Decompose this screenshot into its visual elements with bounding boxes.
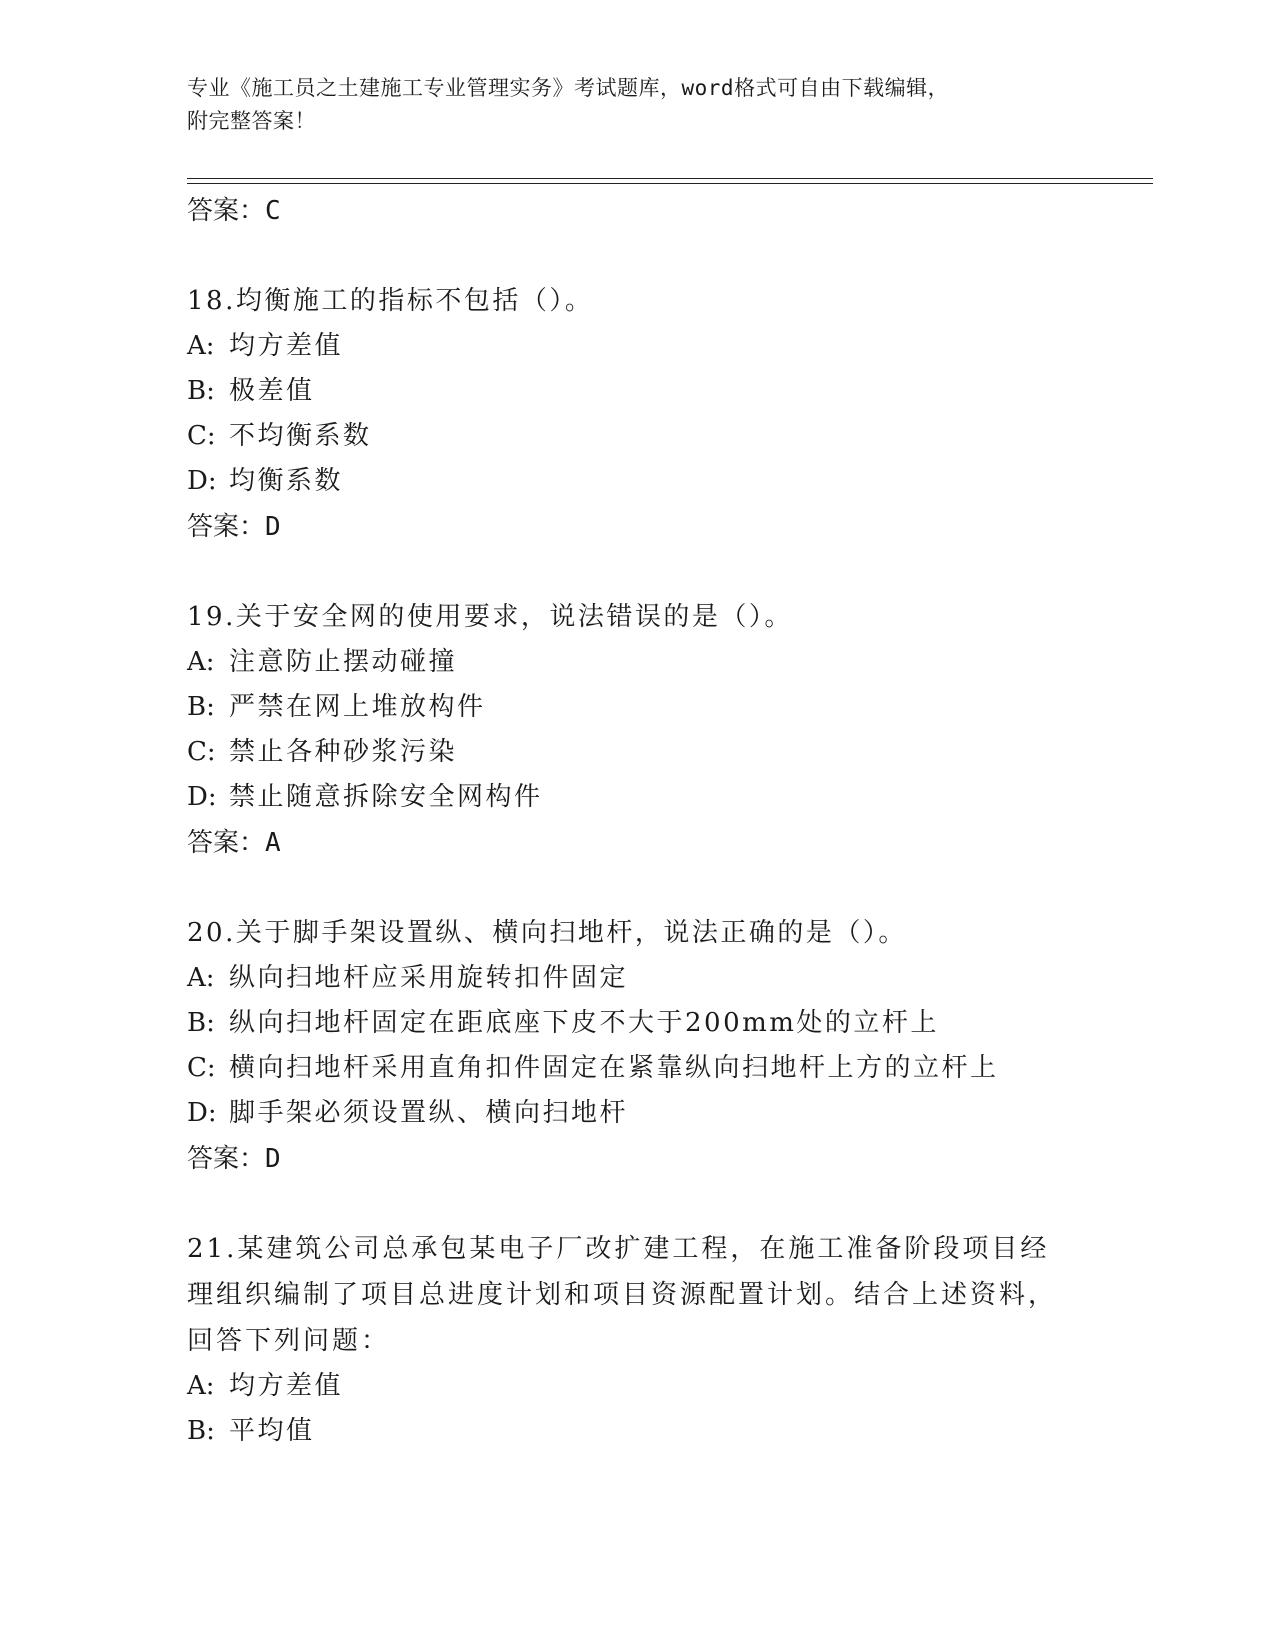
option-letter: B: xyxy=(187,376,215,406)
answer-line xyxy=(187,188,1087,234)
answer-prefix: 答案： xyxy=(187,828,266,858)
answer-prefix: 答案： xyxy=(187,1144,266,1174)
option-text: 纵向扫地杆固定在距底座下皮不大于200mm处的立杆上 xyxy=(229,1008,939,1038)
option-letter: C: xyxy=(187,1053,216,1083)
answer-value: D xyxy=(265,512,281,542)
option-text: 禁止随意拆除安全网构件 xyxy=(229,782,543,812)
answer-value: A xyxy=(265,828,281,858)
answer-line xyxy=(187,504,1087,550)
option-letter: A: xyxy=(187,331,215,361)
answer-value: C xyxy=(265,196,281,226)
option-text: 纵向扫地杆应采用旋转扣件固定 xyxy=(229,963,629,993)
question-stem: 18.均衡施工的指标不包括（）。 xyxy=(187,286,594,316)
option-text: 禁止各种砂浆污染 xyxy=(229,737,458,767)
option-letter: B: xyxy=(187,1416,215,1446)
option-text: 极差值 xyxy=(229,376,315,406)
option-d xyxy=(187,775,1087,820)
option-letter: A: xyxy=(187,647,215,677)
page-header xyxy=(187,72,1087,138)
option-letter: B: xyxy=(187,692,215,722)
option-text: 注意防止摆动碰撞 xyxy=(229,647,458,677)
option-letter: D: xyxy=(187,782,217,812)
question-stem: 19.关于安全网的使用要求，说法错误的是（）。 xyxy=(187,602,793,632)
option-text: 不均衡系数 xyxy=(229,421,372,451)
question-block xyxy=(187,1226,1087,1454)
answer-line xyxy=(187,820,1087,866)
option-c xyxy=(187,1046,1087,1091)
option-b xyxy=(187,369,1087,414)
option-b xyxy=(187,1409,1087,1454)
option-text: 横向扫地杆采用直角扣件固定在紧靠纵向扫地杆上方的立杆上 xyxy=(229,1053,999,1083)
option-letter: C: xyxy=(187,737,216,767)
option-letter: A: xyxy=(187,1371,215,1401)
question-stem: 21.某建筑公司总承包某电子厂改扩建工程，在施工准备阶段项目经理组织编制了项目总进度计划和项目资源配置计划。结合上述资料，回答下列问题： xyxy=(187,1234,1058,1356)
header-line-2: 附完整答案！ xyxy=(187,109,316,133)
option-text: 均方差值 xyxy=(229,331,344,361)
option-text: 均方差值 xyxy=(229,1371,344,1401)
option-d xyxy=(187,459,1087,504)
option-letter: D: xyxy=(187,1098,217,1128)
question-block xyxy=(187,594,1087,866)
question-block xyxy=(187,910,1087,1182)
option-a xyxy=(187,956,1087,1001)
header-divider-bottom xyxy=(187,183,1153,184)
header-divider-top xyxy=(187,178,1153,179)
question-stem: 20.关于脚手架设置纵、横向扫地杆，说法正确的是（）。 xyxy=(187,918,907,948)
option-d xyxy=(187,1091,1087,1136)
option-b xyxy=(187,1001,1087,1046)
option-letter: D: xyxy=(187,466,217,496)
option-a xyxy=(187,640,1087,685)
option-a xyxy=(187,1364,1087,1409)
option-a xyxy=(187,324,1087,369)
answer-prefix: 答案： xyxy=(187,512,266,542)
option-text: 平均值 xyxy=(229,1416,315,1446)
option-letter: A: xyxy=(187,963,215,993)
question-block xyxy=(187,278,1087,550)
option-c xyxy=(187,414,1087,459)
question-list xyxy=(187,188,1087,1454)
option-b xyxy=(187,685,1087,730)
option-text: 均衡系数 xyxy=(229,466,344,496)
answer-prefix: 答案： xyxy=(187,196,266,226)
answer-value: D xyxy=(265,1144,281,1174)
option-text: 脚手架必须设置纵、横向扫地杆 xyxy=(229,1098,629,1128)
option-c xyxy=(187,730,1087,775)
option-letter: C: xyxy=(187,421,216,451)
option-text: 严禁在网上堆放构件 xyxy=(229,692,486,722)
header-line-1: 专业《施工员之土建施工专业管理实务》考试题库，word格式可自由下载编辑， xyxy=(187,76,950,100)
option-letter: B: xyxy=(187,1008,215,1038)
answer-line xyxy=(187,1136,1087,1182)
